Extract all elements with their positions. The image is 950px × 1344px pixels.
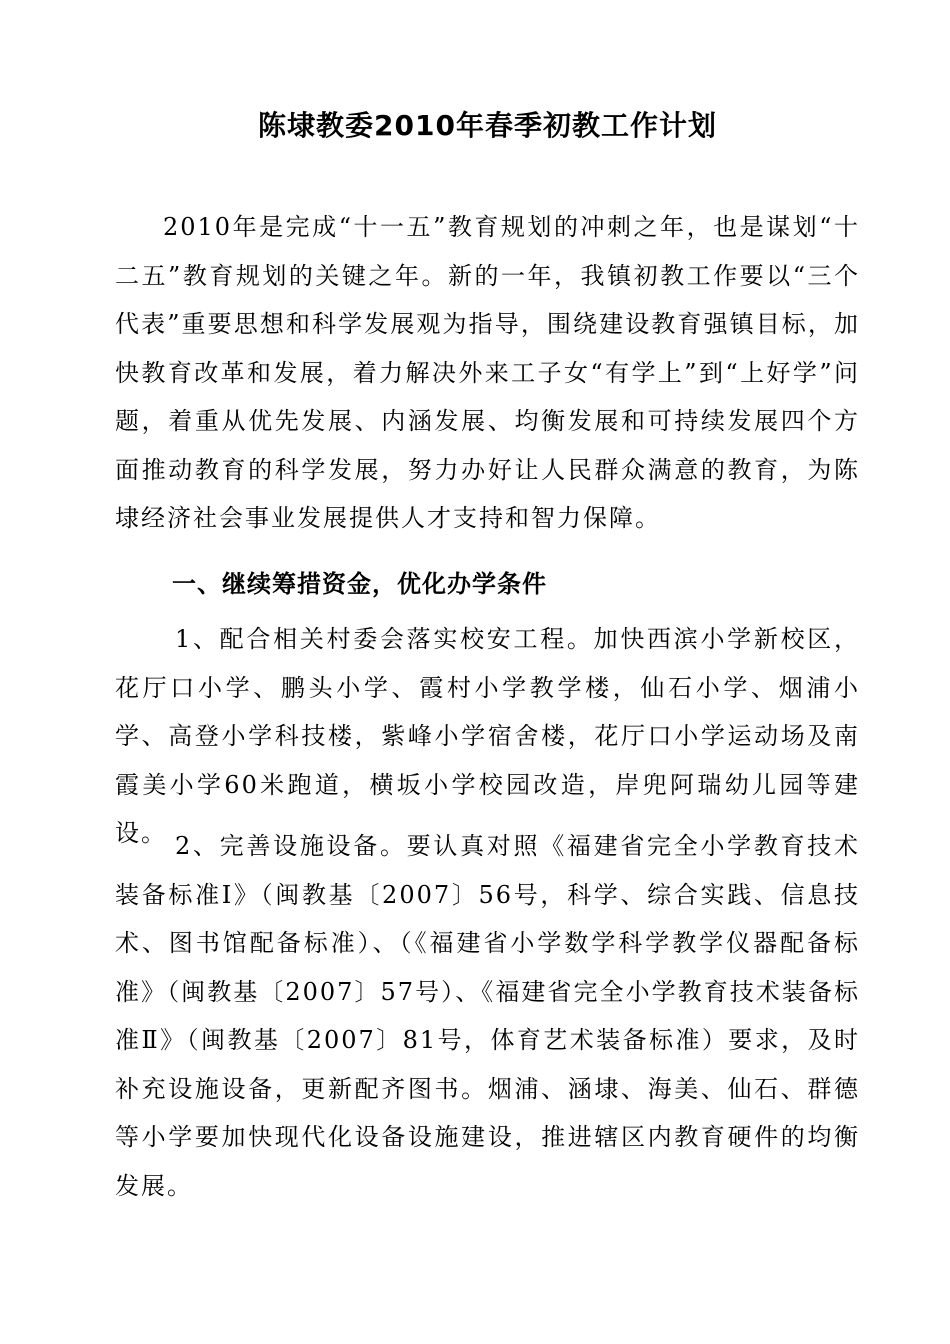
section-heading-1: 一、继续筹措资金，优化办学条件	[172, 570, 547, 598]
section-1-item-2: 2、完善设施设备。要认真对照《福建省完全小学教育技术装备标准Ⅰ》（闽教基〔2007〕56号，科学、综合实践、信息技术、图书馆配备标准）、（《福建省小学数学科学教学仪器配备标准》（闽教基〔2007〕57号）、《福建省完全小学教育技术装备标准Ⅱ》（闽教基〔2007〕81号，体育艺术装备标准）要求，及时补充设施设备，更新配齐图书。烟浦、涵埭、海美、仙石、群德等小学要加快现代化设备设施建设，推进辖区内教育硬件的均衡发展。	[115, 832, 860, 1200]
document-title: 陈埭教委2010年春季初教工作计划	[258, 109, 717, 142]
intro-paragraph: 2010年是完成“十一五”教育规划的冲刺之年，也是谋划“十二五”教育规划的关键之年。新的一年，我镇初教工作要以“三个代表”重要思想和科学发展观为指导，围绕建设教育强镇目标，加快教育改革和发展，着力解决外来工子女“有学上”到“上好学”问题，着重从优先发展、内涵发展、均衡发展和可持续发展四个方面推动教育的科学发展，努力办好让人民群众满意的教育，为陈埭经济社会事业发展提供人才支持和智力保障。	[115, 213, 860, 532]
section-1-item-1: 1、配合相关村委会落实校安工程。加快西滨小学新校区，花厅口小学、鹏头小学、霞村小学教学楼，仙石小学、烟浦小学、高登小学科技楼，紫峰小学宿舍楼，花厅口小学运动场及南霞美小学60米跑道，横坂小学校园改造，岸兜阿瑞幼儿园等建设。	[115, 625, 860, 847]
